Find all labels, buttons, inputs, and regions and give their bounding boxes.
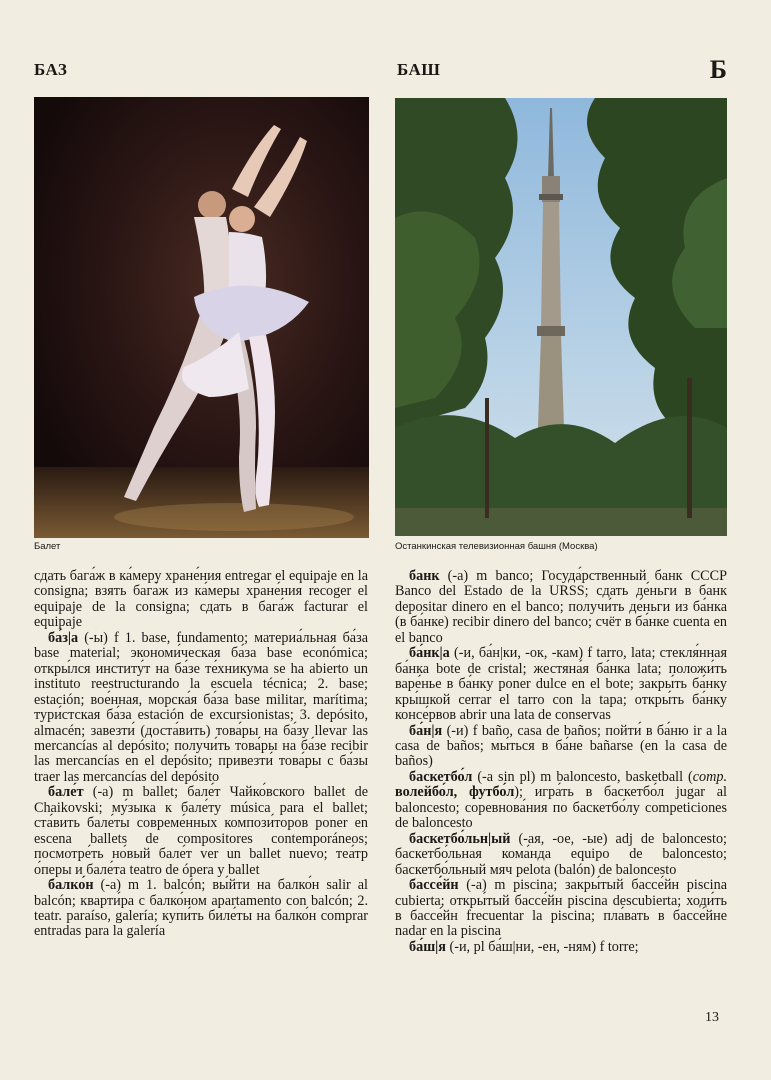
entry-basketbol-body-a: (-а sin pl) m baloncesto, basketball ( (472, 768, 693, 785)
headword-balet: бале́т (48, 784, 84, 801)
entry-bassein-body: (-а) m piscina; закры́тый бассе́йн piscina cubierta; откры́тый бассе́йн piscina descubierta; ходи́ть в бассе́йн frecuentar la piscina; пла́вать в бассе́йне nadar en la piscina (395, 877, 727, 940)
headword-basketbol: баскетбо́л (409, 768, 473, 785)
entry-bank (395, 569, 727, 646)
entry-baza (34, 631, 368, 786)
entry-basketbol (395, 770, 727, 832)
entry-continuation: сдать бага́ж в ка́меру хране́ния entregar el equipaje en la consigna; взять бага́ж из ка́меры хране́ния recoger el equipaje de la consigna; сдать в бага́ж facturar el equipaje (34, 568, 368, 631)
tower-photo (395, 98, 727, 536)
guide-word-left: БАЗ (34, 60, 68, 79)
entry-banya-body: (-и) f baño, casa de baños; пойти́ в ба́ню ir a la casa de baños; мы́ться в ба́не bañarse (en la casa de baños) (395, 722, 727, 770)
headword-baza: ба́з|а (48, 629, 79, 646)
headword-basketbolny: баскетбо́льн|ый (409, 830, 511, 847)
entry-balet-body: (-а) m ballet; бале́т Чайко́вского ballet de Chaikovski; му́зыка к бале́ту música para el ballet; ста́вить бале́ты совреме́нных компози́торов poner en escena ballets de compositores contemporáneos; посмотре́ть но́вый бале́т ver un ballet nuevo; теа́тр о́перы и бале́та teatro de ópera y ballet (34, 784, 368, 878)
tower-caption: Останкинская телевизионная башня (Москва) (395, 541, 598, 552)
tower-illustration (395, 98, 727, 536)
entry-balkon-body: (-а) m 1. balcón; вы́йти на балко́н salir al balcón; кварти́ра с балко́ном apartamento con balcón; 2. teatr. paraíso, galería; купи́ть биле́ты на балко́н comprar entradas para la galería (34, 877, 368, 940)
entry-balet (34, 785, 368, 878)
entry-bassein (395, 878, 727, 940)
entry-basketbol-comp: comp. (692, 768, 727, 785)
entry-basketbol-ref: волейбо́л, футбо́л (395, 784, 515, 801)
dictionary-column-left (34, 569, 368, 940)
entry-balkon (34, 878, 368, 940)
entry-basketbolny-body: (-ая, -ое, -ые) adj de baloncesto; баскетбо́льная кома́нда equipo de baloncesto; баскетбо́льный мяч pelota (balón) de baloncesto (395, 830, 727, 878)
page-number: 13 (705, 1010, 719, 1025)
dictionary-column-right (395, 569, 727, 955)
headword-bassein: бассе́йн (409, 877, 459, 894)
entry-bashnya (395, 940, 727, 955)
ballet-photo (34, 97, 369, 538)
entry-banya (395, 724, 727, 770)
headword-balkon: балко́н (48, 877, 94, 894)
headword-bank: банк (409, 568, 440, 584)
headword-banka: ба́нк|а (409, 645, 450, 662)
headword-bashnya: ба́ш|я (409, 938, 446, 955)
headword-banya: ба́н|я (409, 722, 443, 739)
ballet-illustration (34, 97, 369, 538)
guide-word-right: БАШ (397, 60, 441, 79)
entry-baza-body: (-ы) f 1. base, fundamento; материа́льная ба́за base material; экономи́ческая ба́за base económica; откры́лся институ́т на ба́зе те́хникума se ha abierto un instituto reestructurando la escuela técnica; 2. base; estación; вое́нная, морска́я ба́за base militar, marítima; тури́стская ба́за estación de excursionistas; 3. depósito, almacén; завезти́ (доста́вить) това́ры на ба́зу llevar las mercancías al depósito; получи́ть това́ры на ба́зе recibir las mercancías en el depósito; привезти́ това́ры с ба́зы traer las mercancías del depósito (34, 629, 368, 785)
entry-banka (395, 646, 727, 723)
section-letter: Б (709, 55, 727, 84)
entry-basketbol-body-b: ); игра́ть в баскетбо́л jugar al baloncesto; соревнова́ния по баскетбо́лу competiciones de baloncesto (395, 784, 727, 832)
entry-basketbolny (395, 832, 727, 878)
entry-bashnya-body: (-и, pl ба́ш|ни, -ен, -ням) f torre; (445, 938, 639, 955)
entry-banka-body: (-и, ба́н|ки, -ок, -кам) f tarro, lata; стекля́нная ба́нка bote de cristal; жестяна́я ба́нка lata; положи́ть варе́нье в ба́нку poner dulce en el bote; закры́ть ба́нку кры́шкой cerrar el tarro con la tapa; откры́ть ба́нку консе́рвов abrir una lata de conservas (395, 645, 727, 724)
ballet-caption: Балет (34, 541, 61, 552)
entry-bank-body: (-а) m banco; Госуда́рственный банк СССР Banco del Estado de la URSS; сдать де́ньги в банк depositar dinero en el banco; получи́ть де́ньги из ба́нка (в ба́нке) recibir dinero del banco; счёт в ба́нке cuenta en el banco (395, 568, 727, 646)
